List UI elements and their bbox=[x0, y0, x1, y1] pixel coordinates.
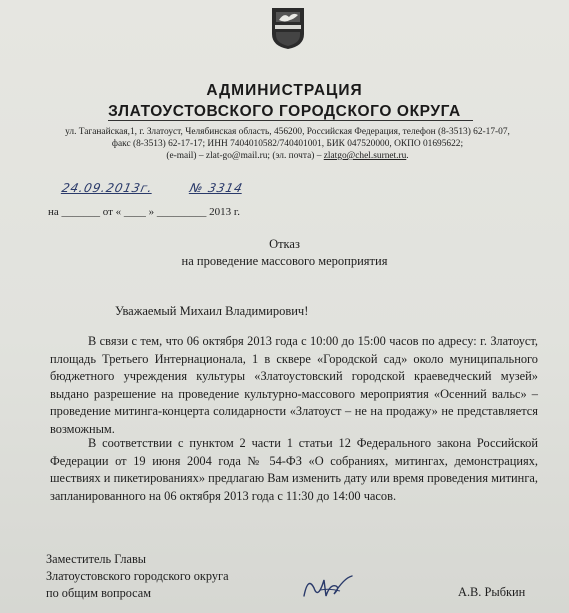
letterhead-rule bbox=[108, 120, 473, 121]
email-prefix: (e-mail) – zlat-go@mail.ru; (эл. почта) – bbox=[166, 151, 324, 161]
signer-name: А.В. Рыбкин bbox=[458, 585, 526, 599]
address-line1: ул. Таганайская,1, г. Златоуст, Челябинская область, 456200, Российская Федерация, телефон (8-3513) 62-17-07, bbox=[65, 127, 510, 137]
signature-icon bbox=[300, 566, 360, 606]
body-paragraph-1: В связи с тем, что 06 октября 2013 года с 10:00 до 15:00 часов по адресу: г. Златоуст, площадь Третьего Интернационала, 1 в сквере «Городской сад» около муниципального бюджетного учреждения культуры «Златоустовский городской краеведческий музей» выдано разрешение на проведение культурно-массового мероприятия «Осенний вальс» – проведение митинга-концерта солидарности «Златоуст – не на продажу» не представляется возможным. bbox=[50, 334, 538, 436]
position-line3: по общим вопросам bbox=[46, 586, 152, 600]
handwritten-date: 24.09.2013г. bbox=[60, 181, 155, 195]
coat-of-arms-icon bbox=[270, 6, 306, 50]
position-line1: Заместитель Главы bbox=[46, 552, 147, 566]
signer-position bbox=[46, 551, 229, 602]
address-line3 bbox=[60, 151, 515, 162]
salutation: Уважаемый Михаил Владимирович! bbox=[115, 304, 309, 318]
email-address: zlatgo@chel.surnet.ru bbox=[323, 151, 407, 161]
document-subtitle: на проведение массового мероприятия bbox=[181, 254, 388, 268]
org-name-line2: ЗЛАТОУСТОВСКОГО ГОРОДСКОГО ОКРУГА bbox=[108, 103, 461, 120]
handwritten-number: № 3314 bbox=[188, 181, 245, 195]
position-line2: Златоустовского городского округа bbox=[46, 569, 229, 583]
body-paragraph-2: В соответствии с пунктом 2 части 1 статьи 12 Федерального закона Российской Федерации от 19 июня 2004 года № 54-ФЗ «О собраниях, митингах, демонстрациях, шествиях и пикетированиях» предлагаю Вам изменить дату или время проведения митинга, запланированного на 06 октября 2013 года с 11:30 до 14:00 часов. bbox=[50, 436, 538, 503]
org-name-line1: АДМИНИСТРАЦИЯ bbox=[206, 82, 363, 99]
address-line2: факс (8-3513) 62-17-17; ИНН 7404010582/740401001, БИК 047520000, ОКПО 01695622; bbox=[111, 139, 464, 149]
document-title: Отказ bbox=[269, 237, 300, 251]
registration-line: на _______ от « ____ » _________ 2013 г. bbox=[48, 206, 240, 218]
email-suffix: . bbox=[406, 151, 409, 161]
